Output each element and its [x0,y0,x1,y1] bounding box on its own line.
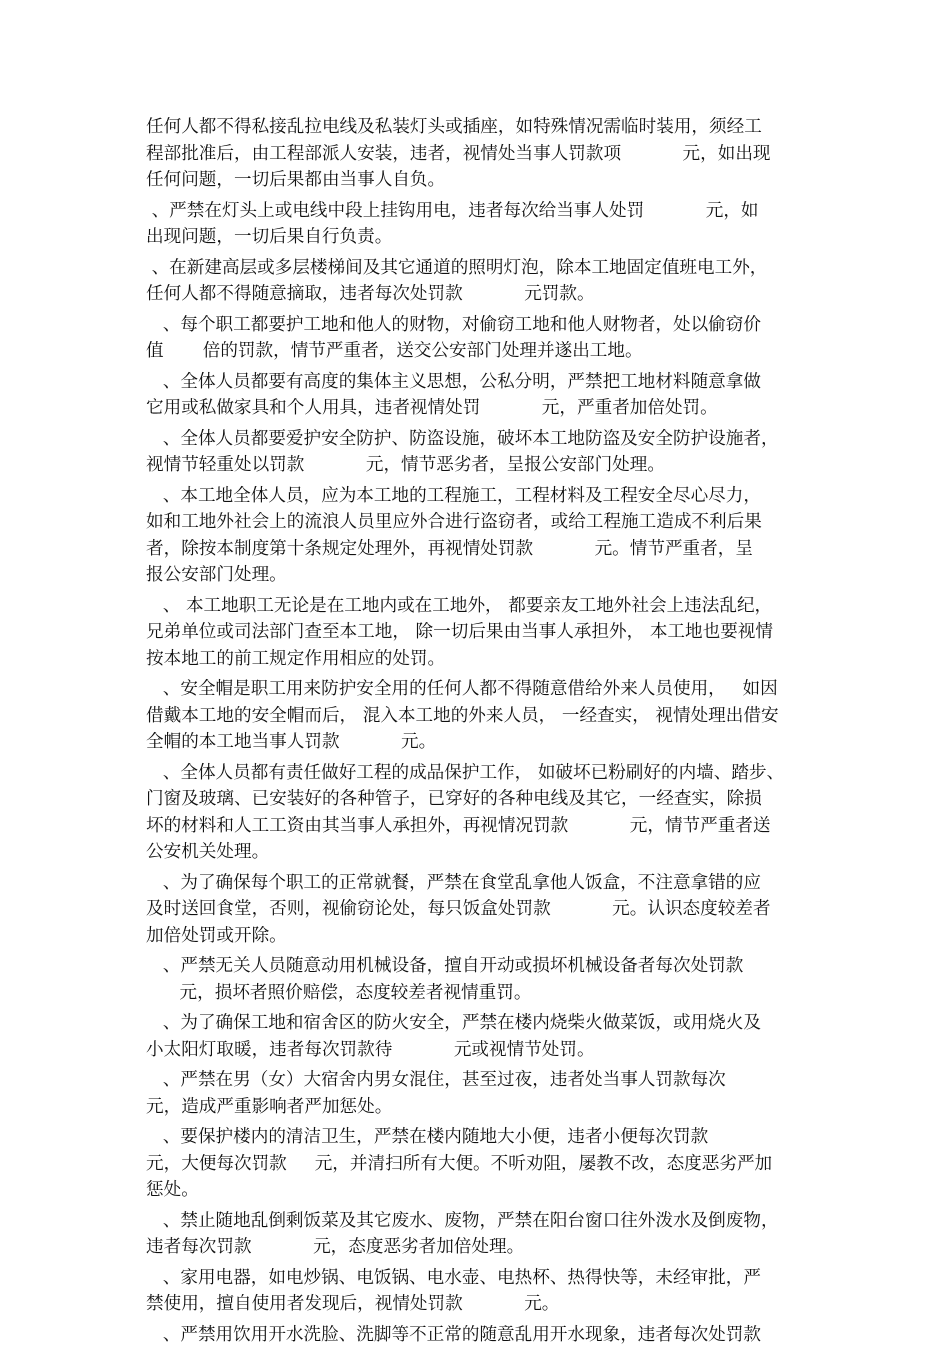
document-body [146,114,810,1348]
text-line: 惩处。 [146,1177,810,1204]
text-line: 程部批准后，由工程部派人安装，违者，视情处当事人罚款项 元，如出现 [146,141,810,168]
text-line: 坏的材料和人工工资由其当事人承担外，再视情况罚款 元，情节严重者送 [146,813,810,840]
text-line: 、严禁用饮用开水洗脸、洗脚等不正常的随意乱用开水现象，违者每次处罚款 [146,1322,810,1348]
text-line: 及时送回食堂，否则，视偷窃论处，每只饭盒处罚款 元。认识态度较差者 [146,896,810,923]
text-line: 、在新建高层或多层楼梯间及其它通道的照明灯泡，除本工地固定值班电工外， [146,255,810,282]
text-line: 、严禁在灯头上或电线中段上挂钩用电，违者每次给当事人处罚 元，如 [146,198,810,225]
text-line: 出现问题，一切后果自行负责。 [146,224,810,251]
text-line: 全帽的本工地当事人罚款 元。 [146,729,810,756]
text-line: 、全体人员都要爱护安全防护、防盗设施，破坏本工地防盗及安全防护设施者， [146,426,810,453]
text-line: 违者每次罚款 元，态度恶劣者加倍处理。 [146,1234,810,1261]
text-line: 任何人都不得随意摘取，违者每次处罚款 元罚款。 [146,281,810,308]
text-line: 、每个职工都要护工地和他人的财物，对偷窃工地和他人财物者，处以偷窃价 [146,312,810,339]
text-line: 小太阳灯取暖，违者每次罚款待 元或视情节处罚。 [146,1037,810,1064]
text-line: 、 本工地职工无论是在工地内或在工地外， 都要亲友工地外社会上违法乱纪， [146,593,810,620]
text-line: 视情节轻重处以罚款 元，情节恶劣者，呈报公安部门处理。 [146,452,810,479]
text-line: 元，大便每次罚款 元，并清扫所有大便。不听劝阻，屡教不改，态度恶劣严加 [146,1151,810,1178]
text-line: 元，损坏者照价赔偿，态度较差者视情重罚。 [146,980,810,1007]
text-line: 、安全帽是职工用来防护安全用的任何人都不得随意借给外来人员使用， 如因 [146,676,810,703]
text-line: 、禁止随地乱倒剩饭菜及其它废水、废物，严禁在阳台窗口往外泼水及倒废物， [146,1208,810,1235]
text-line: 、本工地全体人员，应为本工地的工程施工，工程材料及工程安全尽心尽力， [146,483,810,510]
text-line: 任何问题，一切后果都由当事人自负。 [146,167,810,194]
text-line: 者，除按本制度第十条规定处理外，再视情处罚款 元。情节严重者，呈 [146,536,810,563]
text-line: 值 倍的罚款，情节严重者，送交公安部门处理并遂出工地。 [146,338,810,365]
text-line: 它用或私做家具和个人用具，违者视情处罚 元，严重者加倍处罚。 [146,395,810,422]
text-line: 报公安部门处理。 [146,562,810,589]
text-line: 门窗及玻璃、已安装好的各种管子，已穿好的各种电线及其它，一经查实，除损 [146,786,810,813]
text-line: 如和工地外社会上的流浪人员里应外合进行盗窃者，或给工程施工造成不利后果 [146,509,810,536]
text-line: 加倍处罚或开除。 [146,923,810,950]
text-line: 、全体人员都要有高度的集体主义思想，公私分明，严禁把工地材料随意拿做 [146,369,810,396]
text-line: 借戴本工地的安全帽而后， 混入本工地的外来人员， 一经查实， 视情处理出借安 [146,703,810,730]
text-line: 、家用电器，如电炒锅、电饭锅、电水壶、电热杯、热得快等，未经审批，严 [146,1265,810,1292]
text-line: 元，造成严重影响者严加惩处。 [146,1094,810,1121]
text-line: 、为了确保工地和宿舍区的防火安全，严禁在楼内烧柴火做菜饭，或用烧火及 [146,1010,810,1037]
text-line: 禁使用，擅自使用者发现后，视情处罚款 元。 [146,1291,810,1318]
text-line: 、严禁无关人员随意动用机械设备，擅自开动或损坏机械设备者每次处罚款 [146,953,810,980]
text-line: 、为了确保每个职工的正常就餐，严禁在食堂乱拿他人饭盒，不注意拿错的应 [146,870,810,897]
text-line: 公安机关处理。 [146,839,810,866]
text-line: 、严禁在男（女）大宿舍内男女混住，甚至过夜，违者处当事人罚款每次 [146,1067,810,1094]
text-line: 按本地工的前工规定作用相应的处罚。 [146,646,810,673]
text-line: 、全体人员都有责任做好工程的成品保护工作， 如破坏已粉刷好的内墙、踏步、 [146,760,810,787]
text-line: 任何人都不得私接乱拉电线及私装灯头或插座，如特殊情况需临时装用，须经工 [146,114,810,141]
text-line: 兄弟单位或司法部门查至本工地， 除一切后果由当事人承担外， 本工地也要视情 [146,619,810,646]
text-line: 、要保护楼内的清洁卫生，严禁在楼内随地大小便，违者小便每次罚款 [146,1124,810,1151]
